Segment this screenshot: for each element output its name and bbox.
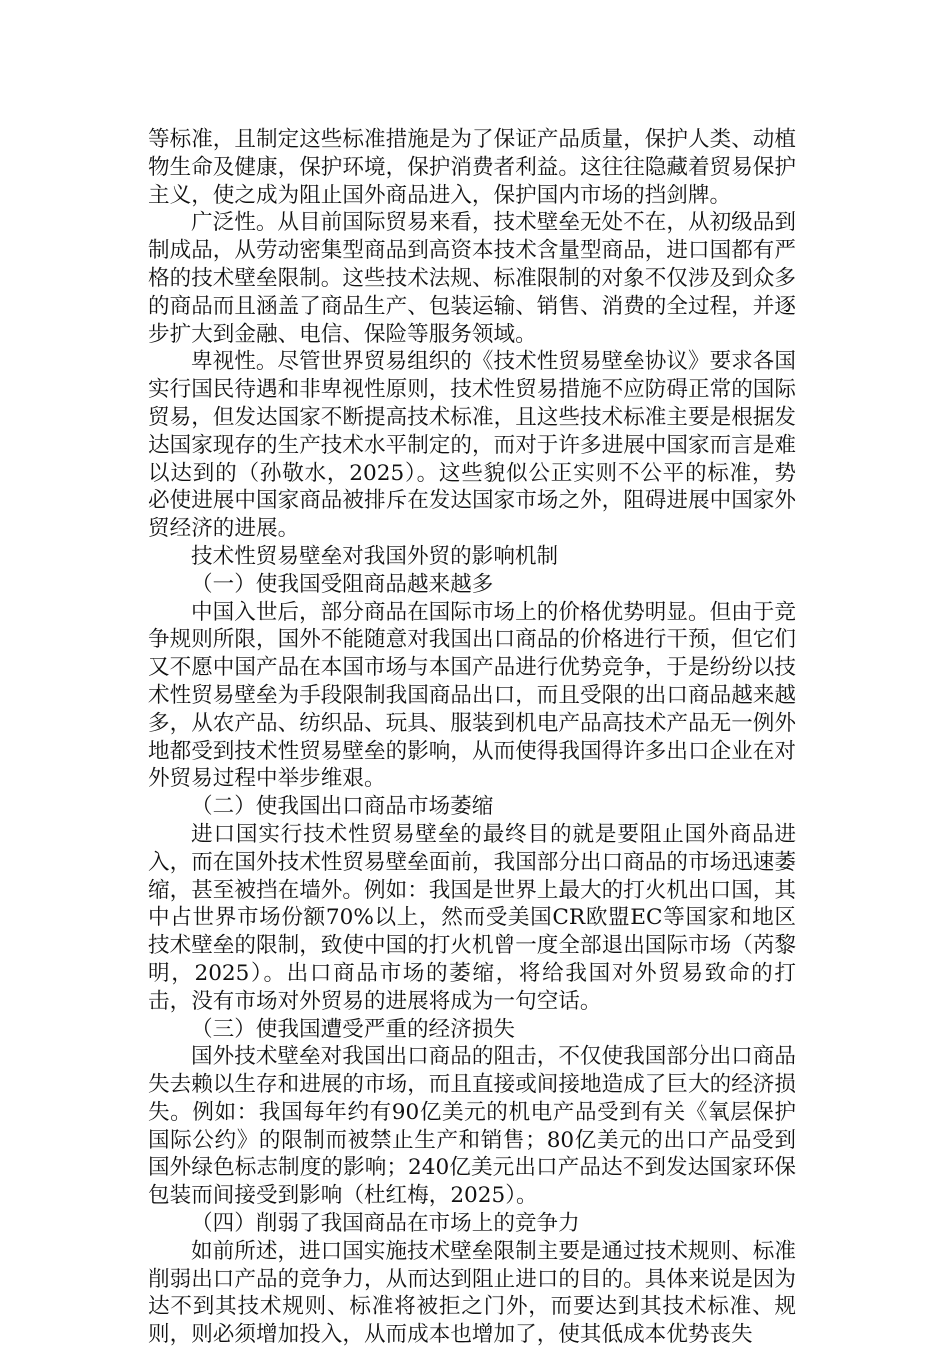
paragraph-market-shrink: 进口国实行技术性贸易壁垒的最终目的就是要阻止国外商品进入，而在国外技术性贸易壁垒面前，我国部分出口商品的市场迅速萎缩，甚至被挡在墙外。例如：我国是世界上最大的打火机出口国，其中占世界市场份额70%以上，然而受美国CR欧盟EC等国家和地区技术壁垒的限制，致使中国的打火机曾一度全部退出国际市场（芮黎明，2025）。出口商品市场的萎缩，将给我国对外贸易致命的打击，没有市场对外贸易的进展将成为一句空话。: [148, 821, 796, 1014]
subsection-heading-2: （二）使我国出口商品市场萎缩: [191, 794, 494, 820]
paragraph-universality: 广泛性。从目前国际贸易来看，技术壁垒无处不在，从初级品到制成品，从劳动密集型商品到高资本技术含量型商品，进口国都有严格的技术壁垒限制。这些技术法规、标准限制的对象不仅涉及到众多的商品而且涵盖了商品生产、包装运输、销售、消费的全过程，并逐步扩大到金融、电信、保险等服务领域。: [148, 210, 796, 347]
paragraph-discrimination: 卑视性。尽管世界贸易组织的《技术性贸易壁垒协议》要求各国实行国民待遇和非卑视性原则，技术性贸易措施不应防碍正常的国际贸易，但发达国家不断提高技术标准，且这些技术标准主要是根据发达国家现存的生产技术水平制定的，而对于许多进展中国家而言是难以达到的（孙敬水，2025）。这些貌似公正实则不公平的标准，势必使进展中国家商品被排斥在发达国家市场之外，阻碍进展中国家外贸经济的进展。: [148, 349, 796, 542]
paragraph-blocked-goods: 中国入世后，部分商品在国际市场上的价格优势明显。但由于竞争规则所限，国外不能随意对我国出口商品的价格进行干预，但它们又不愿中国产品在本国市场与本国产品进行优势竞争，于是纷纷以技术性贸易壁垒为手段限制我国商品出口，而且受限的出口商品越来越多，从农产品、纺织品、玩具、服装到机电产品高技术产品无一例外地都受到技术性贸易壁垒的影响，从而使得我国得许多出口企业在对外贸易过程中举步维艰。: [148, 599, 796, 792]
subsection-heading-3: （三）使我国遭受严重的经济损失: [191, 1016, 515, 1042]
paragraph-competitiveness: 如前所述，进口国实施技术壁垒限制主要是通过技术规则、标准削弱出口产品的竞争力，从而达到阻止进口的目的。具体来说是因为达不到其技术规则、标准将被拒之门外，而要达到其技术标准、规则，则必须增加投入，从而成本也增加了，使其低成本优势丧失: [148, 1238, 796, 1348]
subsection-heading-1: （一）使我国受阻商品越来越多: [191, 571, 494, 597]
paragraph-standards-continuation: 等标准，且制定这些标准措施是为了保证产品质量，保护人类、动植物生命及健康，保护环境，保护消费者利益。这往往隐藏着贸易保护主义，使之成为阻止国外商品进入，保护国内市场的挡剑牌。: [148, 127, 796, 208]
document-body: [148, 126, 796, 1349]
section-heading-impact-mechanism: 技术性贸易壁垒对我国外贸的影响机制: [191, 543, 559, 569]
subsection-heading-4: （四）削弱了我国商品在市场上的竞争力: [191, 1211, 580, 1237]
paragraph-economic-loss: 国外技术壁垒对我国出口商品的阻击，不仅使我国部分出口商品失去赖以生存和进展的市场，而且直接或间接地造成了巨大的经济损失。例如：我国每年约有90亿美元的机电产品受到有关《氧层保护国际公约》的限制而被禁止生产和销售；80亿美元的出口产品受到国外绿色标志制度的影响；240亿美元出口产品达不到发达国家环保包装而间接受到影响（杜红梅，2025）。: [148, 1044, 796, 1209]
